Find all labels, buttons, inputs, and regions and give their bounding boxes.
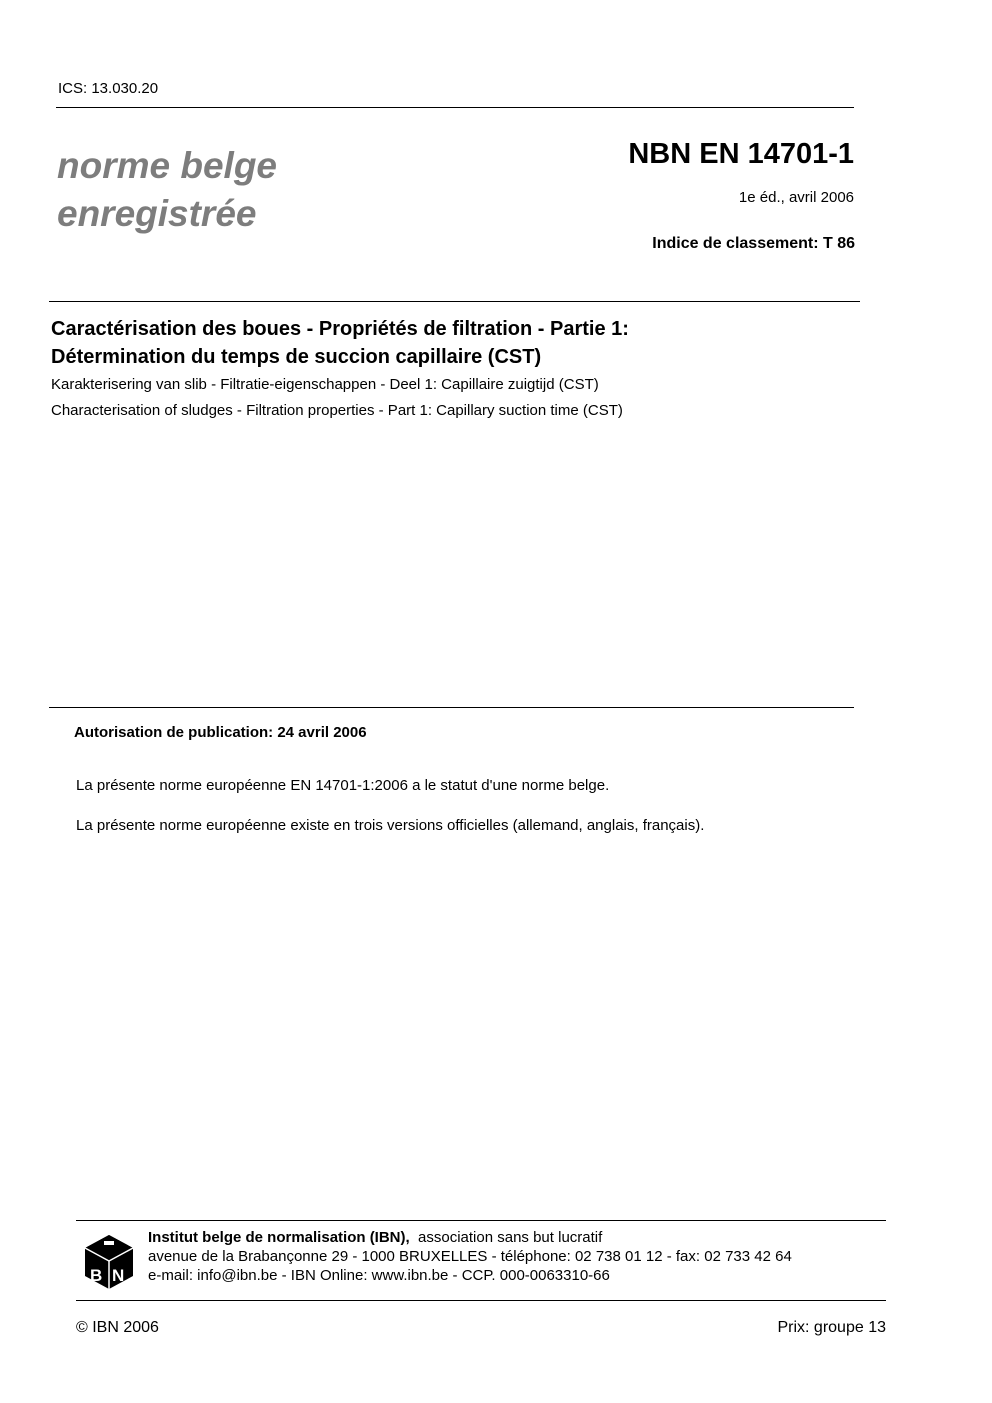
institute-line [148, 1228, 792, 1247]
svg-text:B: B [90, 1266, 103, 1285]
norm-type-line2: enregistrée [57, 193, 257, 234]
institute-name: Institut belge de normalisation (IBN), [148, 1229, 410, 1246]
classification-index: Indice de classement: T 86 [652, 235, 855, 252]
footer-top-rule [76, 1220, 886, 1221]
publication-rule [49, 707, 854, 708]
title-french [51, 315, 629, 371]
standard-code: NBN EN 14701-1 [628, 138, 854, 170]
header-rule [56, 107, 854, 108]
ibn-logo-icon [84, 1234, 134, 1290]
ics-code: ICS: 13.030.20 [58, 80, 159, 97]
norm-type-line1: norme belge [57, 145, 277, 186]
status-paragraph: La présente norme européenne EN 14701-1:2006 a le statut d'une norme belge. [76, 777, 610, 794]
title-french-line2: Détermination du temps de succion capillaire (CST) [51, 346, 542, 368]
edition-date: 1e éd., avril 2006 [738, 189, 854, 206]
publication-authorisation: Autorisation de publication: 24 avril 2006 [74, 724, 367, 741]
footer-bottom-rule [76, 1300, 886, 1301]
institute-contact: e-mail: info@ibn.be - IBN Online: www.ibn.be - CCP. 000-0063310-66 [148, 1267, 610, 1284]
title-english: Characterisation of sludges - Filtration properties - Part 1: Capillary suction time (CST) [51, 402, 623, 419]
institute-description: association sans but lucratif [418, 1229, 603, 1246]
title-french-line1: Caractérisation des boues - Propriétés de filtration - Partie 1: [51, 318, 629, 340]
institute-info [148, 1228, 792, 1285]
institute-address: avenue de la Brabançonne 29 - 1000 BRUXELLES - téléphone: 02 738 01 12 - fax: 02 733 42 64 [148, 1248, 792, 1265]
svg-text:N: N [112, 1266, 125, 1285]
price-group: Prix: groupe 13 [777, 1319, 886, 1336]
title-dutch: Karakterisering van slib - Filtratie-eigenschappen - Deel 1: Capillaire zuigtijd (CST) [51, 376, 599, 393]
copyright: © IBN 2006 [76, 1319, 159, 1336]
versions-paragraph: La présente norme européenne existe en trois versions officielles (allemand, anglais, français). [76, 817, 705, 834]
title-rule [49, 301, 860, 302]
norm-type [57, 142, 277, 238]
